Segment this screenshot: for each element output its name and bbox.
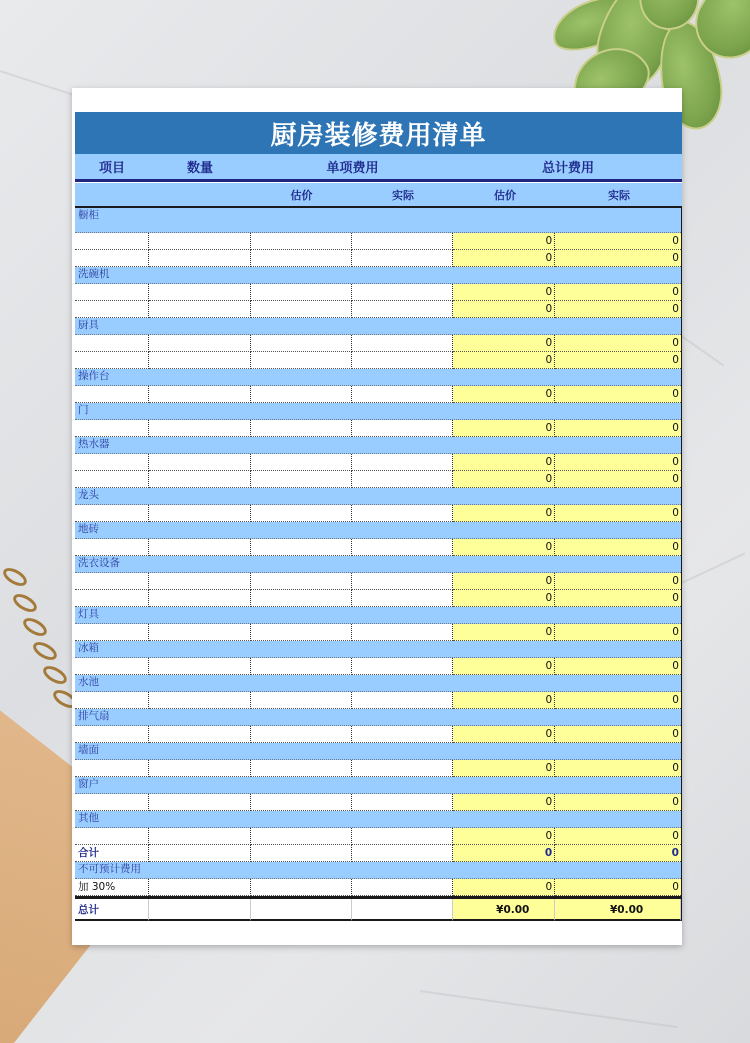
item-cell[interactable] [75, 471, 149, 488]
unit-estimate-cell[interactable] [251, 879, 352, 896]
quantity-cell[interactable] [149, 454, 251, 471]
quantity-cell[interactable] [149, 301, 251, 318]
table-row [75, 386, 681, 403]
section-label: 灯具 [78, 608, 99, 620]
table-row [75, 760, 681, 777]
section-label-row [75, 488, 681, 505]
unit-actual-cell[interactable] [352, 624, 454, 641]
quantity-cell[interactable] [149, 692, 251, 709]
item-cell[interactable] [75, 505, 149, 522]
item-cell[interactable]: 合计 [75, 845, 149, 862]
unit-actual-cell[interactable] [352, 284, 454, 301]
grand-total-row [75, 896, 681, 921]
total-estimate-cell[interactable]: 0 [453, 420, 555, 437]
unit-estimate-cell[interactable] [251, 590, 352, 607]
unit-estimate-cell[interactable] [251, 352, 352, 369]
total-actual-cell[interactable]: 0 [555, 420, 681, 437]
unit-estimate-cell[interactable] [251, 845, 352, 862]
table-row [75, 301, 681, 318]
unit-actual-cell[interactable] [352, 386, 454, 403]
section-label-row [75, 556, 681, 573]
item-cell[interactable] [75, 539, 149, 556]
table-row [75, 471, 681, 488]
unit-actual-cell[interactable] [352, 301, 454, 318]
section-label: 操作台 [78, 370, 110, 382]
item-cell[interactable] [75, 352, 149, 369]
unit-actual-cell[interactable] [352, 233, 454, 250]
subheader-unit-estimate: 估价 [290, 188, 313, 202]
table-row [75, 352, 681, 369]
total-estimate-cell[interactable]: 0 [453, 284, 555, 301]
unit-estimate-cell[interactable] [251, 335, 352, 352]
section-label: 水池 [78, 676, 99, 688]
section-label-row [75, 267, 681, 284]
total-actual-cell[interactable]: 0 [555, 454, 681, 471]
table-row [75, 624, 681, 641]
total-actual-cell[interactable]: 0 [555, 624, 681, 641]
unit-estimate-cell[interactable] [251, 284, 352, 301]
section-label: 热水器 [78, 438, 110, 450]
unit-estimate-cell[interactable] [251, 794, 352, 811]
unit-estimate-cell[interactable] [251, 539, 352, 556]
unit-actual-cell[interactable] [352, 505, 454, 522]
unit-estimate-cell[interactable] [251, 899, 352, 921]
item-cell[interactable] [75, 692, 149, 709]
unit-actual-cell[interactable] [352, 692, 454, 709]
unit-actual-cell[interactable] [352, 879, 454, 896]
total-estimate-cell[interactable]: 0 [453, 352, 555, 369]
section-label: 冰箱 [78, 642, 99, 654]
item-cell[interactable] [75, 301, 149, 318]
unit-actual-cell[interactable] [352, 828, 454, 845]
total-estimate-cell[interactable]: 0 [453, 454, 555, 471]
table-row [75, 250, 681, 267]
total-estimate-cell[interactable]: 0 [453, 573, 555, 590]
total-actual-cell[interactable]: 0 [555, 658, 681, 675]
item-cell[interactable] [75, 624, 149, 641]
quantity-cell[interactable] [149, 505, 251, 522]
unit-estimate-cell[interactable] [251, 760, 352, 777]
table-row [75, 590, 681, 607]
section-label-row [75, 437, 681, 454]
total-estimate-cell[interactable]: 0 [453, 590, 555, 607]
unit-actual-cell[interactable] [352, 845, 454, 862]
item-cell[interactable]: 加 30% [75, 879, 149, 896]
header-total-cost: 总计费用 [541, 161, 594, 176]
section-label-row [75, 318, 681, 335]
total-actual-cell[interactable]: 0 [555, 794, 681, 811]
unit-actual-cell[interactable] [352, 420, 454, 437]
section-label-row [75, 862, 681, 879]
quantity-cell[interactable] [149, 284, 251, 301]
unit-estimate-cell[interactable] [251, 692, 352, 709]
unit-actual-cell[interactable] [352, 539, 454, 556]
total-estimate-cell[interactable]: 0 [453, 828, 555, 845]
quantity-cell[interactable] [149, 879, 251, 896]
unit-estimate-cell[interactable] [251, 250, 352, 267]
item-cell[interactable] [75, 454, 149, 471]
unit-actual-cell[interactable] [352, 590, 454, 607]
table-row [75, 335, 681, 352]
total-estimate-cell[interactable]: 0 [453, 692, 555, 709]
total-estimate-cell[interactable]: 0 [453, 386, 555, 403]
total-estimate-cell[interactable]: 0 [453, 794, 555, 811]
quantity-cell[interactable] [149, 828, 251, 845]
header-quantity: 数量 [186, 161, 213, 176]
total-actual-cell[interactable]: 0 [555, 301, 681, 318]
unit-estimate-cell[interactable] [251, 386, 352, 403]
quantity-cell[interactable] [149, 624, 251, 641]
section-label: 橱柜 [78, 209, 99, 221]
quantity-cell[interactable] [149, 845, 251, 862]
unit-actual-cell[interactable] [352, 471, 454, 488]
total-actual-cell[interactable]: 0 [555, 335, 681, 352]
unit-actual-cell[interactable] [352, 899, 454, 921]
section-label: 地砖 [78, 523, 99, 535]
column-header-row [75, 154, 682, 182]
total-estimate-cell[interactable]: 0 [453, 301, 555, 318]
total-estimate-cell[interactable]: 0 [453, 760, 555, 777]
total-actual-cell[interactable]: 0 [555, 250, 681, 267]
expense-sheet [72, 88, 682, 945]
item-cell[interactable] [75, 233, 149, 250]
total-estimate-cell[interactable]: 0 [453, 505, 555, 522]
quantity-cell[interactable] [149, 539, 251, 556]
total-actual-cell[interactable]: 0 [555, 879, 681, 896]
quantity-cell[interactable] [149, 420, 251, 437]
unit-actual-cell[interactable] [352, 658, 454, 675]
quantity-cell[interactable] [149, 590, 251, 607]
unit-estimate-cell[interactable] [251, 420, 352, 437]
sheet-title: 厨房装修费用清单 [75, 112, 682, 154]
total-actual-cell[interactable]: ¥0.00 [555, 899, 681, 921]
total-estimate-cell[interactable]: 0 [453, 726, 555, 743]
table-row [75, 794, 681, 811]
unit-estimate-cell[interactable] [251, 301, 352, 318]
section-label: 厨具 [78, 319, 99, 331]
table-row [75, 726, 681, 743]
subtotal-row [75, 845, 681, 862]
section-label: 门 [78, 404, 89, 416]
total-actual-cell[interactable]: 0 [555, 284, 681, 301]
section-label: 不可预计费用 [78, 863, 141, 875]
total-actual-cell[interactable]: 0 [555, 726, 681, 743]
table-row [75, 284, 681, 301]
table-row [75, 573, 681, 590]
table-row [75, 420, 681, 437]
unit-estimate-cell[interactable] [251, 658, 352, 675]
unit-estimate-cell[interactable] [251, 573, 352, 590]
section-label-row [75, 777, 681, 794]
quantity-cell[interactable] [149, 899, 251, 921]
section-label: 排气扇 [78, 710, 110, 722]
section-label-row [75, 811, 681, 828]
section-label-row [75, 709, 681, 726]
item-cell[interactable] [75, 760, 149, 777]
total-actual-cell[interactable]: 0 [555, 845, 681, 862]
item-cell[interactable] [75, 828, 149, 845]
section-label: 墙面 [78, 744, 99, 756]
quantity-cell[interactable] [149, 658, 251, 675]
total-actual-cell[interactable]: 0 [555, 692, 681, 709]
header-item: 项目 [98, 161, 125, 176]
section-label: 窗户 [78, 778, 99, 790]
section-label-row [75, 522, 681, 539]
item-cell[interactable] [75, 573, 149, 590]
section-label-row [75, 369, 681, 386]
subheader-total-estimate: 估价 [494, 188, 516, 202]
column-subheader-row [75, 183, 682, 208]
section-label-row [75, 743, 681, 760]
item-cell[interactable] [75, 250, 149, 267]
section-label-row [75, 208, 681, 233]
expense-grid [75, 208, 682, 921]
total-actual-cell[interactable]: 0 [555, 539, 681, 556]
item-cell[interactable] [75, 726, 149, 743]
subheader-unit-actual: 实际 [392, 188, 414, 202]
unit-estimate-cell[interactable] [251, 454, 352, 471]
section-label-row [75, 403, 681, 420]
table-row [75, 692, 681, 709]
section-label: 龙头 [78, 489, 99, 501]
item-cell[interactable] [75, 590, 149, 607]
section-label-row [75, 607, 681, 624]
item-cell[interactable]: 总计 [75, 899, 149, 921]
total-estimate-cell[interactable]: 0 [453, 845, 555, 862]
unit-actual-cell[interactable] [352, 794, 454, 811]
total-actual-cell[interactable]: 0 [555, 590, 681, 607]
total-estimate-cell[interactable]: 0 [453, 335, 555, 352]
total-actual-cell[interactable]: 0 [555, 471, 681, 488]
quantity-cell[interactable] [149, 233, 251, 250]
unit-actual-cell[interactable] [352, 250, 454, 267]
contingency-row [75, 879, 681, 896]
quantity-cell[interactable] [149, 250, 251, 267]
total-estimate-cell[interactable]: 0 [453, 624, 555, 641]
item-cell[interactable] [75, 386, 149, 403]
total-estimate-cell[interactable]: 0 [453, 879, 555, 896]
quantity-cell[interactable] [149, 794, 251, 811]
table-row [75, 454, 681, 471]
section-label: 其他 [78, 812, 99, 824]
item-cell[interactable] [75, 335, 149, 352]
unit-actual-cell[interactable] [352, 760, 454, 777]
total-estimate-cell[interactable]: 0 [453, 658, 555, 675]
unit-estimate-cell[interactable] [251, 726, 352, 743]
unit-estimate-cell[interactable] [251, 471, 352, 488]
total-estimate-cell[interactable]: 0 [453, 250, 555, 267]
quantity-cell[interactable] [149, 471, 251, 488]
quantity-cell[interactable] [149, 573, 251, 590]
total-estimate-cell[interactable]: ¥0.00 [453, 899, 555, 921]
total-actual-cell[interactable]: 0 [555, 760, 681, 777]
total-estimate-cell[interactable]: 0 [453, 233, 555, 250]
unit-actual-cell[interactable] [352, 726, 454, 743]
unit-estimate-cell[interactable] [251, 233, 352, 250]
item-cell[interactable] [75, 420, 149, 437]
section-label: 洗碗机 [78, 268, 110, 280]
section-label-row [75, 675, 681, 692]
total-actual-cell[interactable]: 0 [555, 352, 681, 369]
table-row [75, 233, 681, 250]
total-estimate-cell[interactable]: 0 [453, 471, 555, 488]
quantity-cell[interactable] [149, 760, 251, 777]
total-actual-cell[interactable]: 0 [555, 386, 681, 403]
unit-actual-cell[interactable] [352, 573, 454, 590]
total-estimate-cell[interactable]: 0 [453, 539, 555, 556]
unit-estimate-cell[interactable] [251, 828, 352, 845]
total-actual-cell[interactable]: 0 [555, 573, 681, 590]
table-row [75, 505, 681, 522]
total-actual-cell[interactable]: 0 [555, 233, 681, 250]
unit-actual-cell[interactable] [352, 454, 454, 471]
section-label-row [75, 641, 681, 658]
quantity-cell[interactable] [149, 726, 251, 743]
unit-actual-cell[interactable] [352, 335, 454, 352]
subheader-total-actual: 实际 [608, 188, 630, 202]
item-cell[interactable] [75, 794, 149, 811]
section-label: 洗衣设备 [78, 557, 120, 569]
unit-estimate-cell[interactable] [251, 505, 352, 522]
unit-actual-cell[interactable] [352, 352, 454, 369]
table-row [75, 539, 681, 556]
marble-vein [420, 990, 678, 1028]
total-actual-cell[interactable]: 0 [555, 828, 681, 845]
table-row [75, 828, 681, 845]
total-actual-cell[interactable]: 0 [555, 505, 681, 522]
quantity-cell[interactable] [149, 386, 251, 403]
item-cell[interactable] [75, 284, 149, 301]
header-unit-cost: 单项费用 [326, 161, 379, 176]
item-cell[interactable] [75, 658, 149, 675]
unit-estimate-cell[interactable] [251, 624, 352, 641]
table-row [75, 658, 681, 675]
quantity-cell[interactable] [149, 352, 251, 369]
quantity-cell[interactable] [149, 335, 251, 352]
